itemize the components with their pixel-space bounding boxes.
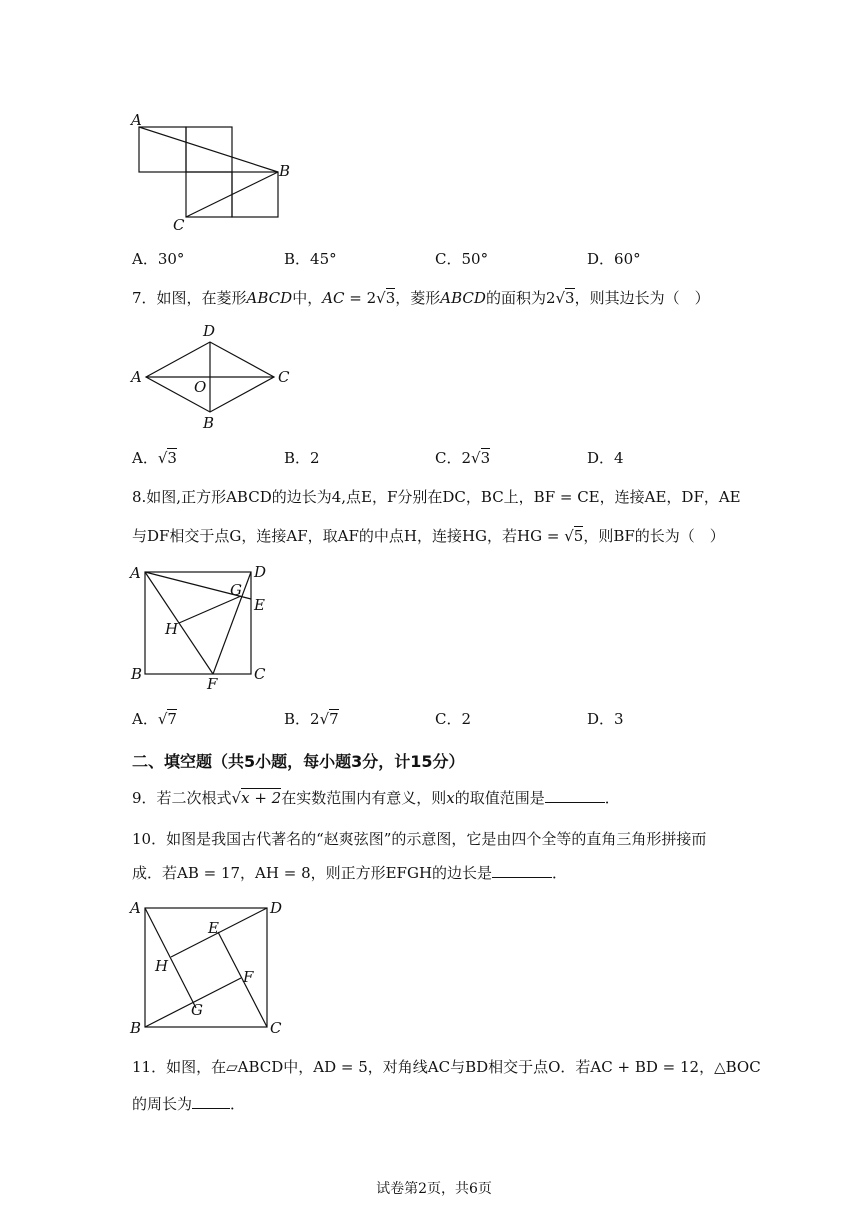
q7-option-c: C．2√3	[435, 449, 491, 467]
q8-option-b-prefix: B．2	[284, 710, 320, 728]
fig8-label-h: H	[165, 620, 179, 638]
q7-rhombus-figure	[128, 320, 298, 435]
q7-question: 7．如图，在菱形ABCD中，AC = 2√3，菱形ABCD的面积为2√3，则其边长为（ ）	[132, 289, 710, 307]
q7-abcd: ABCD	[246, 289, 293, 307]
fig10-label-f: F	[243, 968, 254, 986]
q10-question-line2	[132, 863, 567, 883]
q11-answer-blank[interactable]	[192, 1094, 230, 1109]
page-footer: 试卷第2页，共6页	[376, 1181, 492, 1197]
q6-option-b: B．45°	[284, 250, 337, 268]
fig8-label-f: F	[207, 675, 218, 693]
q8-option-c: C．2	[435, 710, 472, 728]
fig6-label-a: A	[131, 111, 142, 129]
fig10-label-b: B	[130, 1019, 142, 1037]
q8-text: 与DF相交于点G，连接AF，取AF的中点H，连接HG，若HG =	[132, 527, 565, 545]
q10-question-line1: 10．如图是我国古代著名的“赵爽弦图”的示意图，它是由四个全等的直角三角形拼接而	[132, 830, 707, 848]
q7-radicand: 3	[565, 289, 575, 307]
fig7-label-o: O	[194, 378, 207, 396]
section-heading-fill-in: 二、填空题（共5小题，每小题3分，计15分）	[132, 752, 465, 771]
q7-option-a-prefix: A．	[132, 449, 158, 467]
q9-variable: x	[446, 789, 455, 807]
fig10-label-a: A	[130, 899, 141, 917]
fig7-label-c: C	[278, 368, 290, 386]
q6-option-a: A．30°	[132, 250, 185, 268]
q8-option-d: D．3	[587, 710, 624, 728]
q7-eq: = 2	[344, 289, 377, 307]
q7-text: 7．如图，在菱形	[132, 289, 247, 307]
q7-text: ，则其边长为（ ）	[574, 289, 710, 307]
q7-ac: AC	[322, 289, 345, 307]
q8-square-figure	[128, 560, 278, 695]
fig10-label-d: D	[270, 899, 283, 917]
fig10-label-h: H	[155, 957, 169, 975]
q9-text: 9．若二次根式	[132, 789, 232, 807]
q10-zhao-shuang-figure	[128, 895, 293, 1040]
q7-text: 的面积为2	[485, 289, 556, 307]
q9-text-end: ．	[604, 789, 620, 807]
q9-radicand: x + 2	[241, 789, 282, 807]
q8-text: ，则BF的长为（ ）	[583, 527, 725, 545]
fig8-label-c: C	[254, 665, 266, 683]
q9-text: 的取值范围是	[454, 789, 545, 807]
q7-option-a: A．√3	[132, 449, 177, 467]
fig6-label-b: B	[279, 162, 291, 180]
q8-radicand: 5	[573, 527, 584, 545]
q7-option-c-prefix: C．2	[435, 449, 472, 467]
q8-option-a-prefix: A．	[132, 710, 158, 728]
q6-grid-figure	[128, 110, 298, 235]
fig8-label-b: B	[131, 665, 143, 683]
q7-text: ，菱形	[395, 289, 441, 307]
q7-abcd: ABCD	[440, 289, 486, 307]
fig8-label-a: A	[130, 564, 141, 582]
fig10-label-c: C	[270, 1019, 282, 1037]
fig8-label-e: E	[254, 596, 265, 614]
fig7-label-a: A	[131, 368, 142, 386]
q9-question: 9．若二次根式√x + 2在实数范围内有意义，则x的取值范围是 ．	[132, 789, 620, 807]
q7-text: 中，	[292, 289, 323, 307]
q7-option-b: B．2	[284, 449, 320, 467]
fig7-label-d: D	[203, 322, 216, 340]
q7-option-d: D．4	[587, 449, 624, 467]
q10-text: 成．若AB = 17，AH = 8，则正方形EFGH的边长是	[132, 864, 493, 882]
q7-option-a-radicand: 3	[167, 449, 177, 467]
fig8-label-d: D	[254, 563, 267, 581]
q6-option-c: C．50°	[435, 250, 489, 268]
q8-question-line2: 与DF相交于点G，连接AF，取AF的中点H，连接HG，若HG = √5，则BF的长为（ ）	[132, 527, 725, 545]
fig8-label-g: G	[230, 581, 242, 599]
q11-question-line1: 11．如图，在▱ABCD中，AD = 5，对角线AC与BD相交于点O．若AC + BD = 12，△BOC	[132, 1058, 761, 1076]
q9-answer-blank[interactable]	[545, 788, 605, 803]
q8-question-line1: 8.如图,正方形ABCD的边长为4,点E，F分别在DC，BC上，BF = CE，连接AE，DF，AE	[132, 488, 741, 506]
q11-text: 的周长为	[132, 1095, 193, 1113]
q8-option-b-radicand: 7	[329, 710, 339, 728]
q8-option-a-radicand: 7	[167, 710, 177, 728]
q10-answer-blank[interactable]	[492, 863, 552, 878]
q10-text-end: ．	[552, 864, 568, 882]
fig10-label-e: E	[208, 919, 219, 937]
q11-text-end: ．	[230, 1095, 246, 1113]
q11-question-line2	[132, 1094, 245, 1114]
q8-option-b: B．2√7	[284, 710, 339, 728]
fig6-label-c: C	[173, 216, 185, 234]
fig7-label-b: B	[203, 414, 215, 432]
q6-option-d: D．60°	[587, 250, 641, 268]
q9-text: 在实数范围内有意义，则	[281, 789, 447, 807]
q8-option-a: A．√7	[132, 710, 177, 728]
q7-radicand: 3	[385, 289, 396, 307]
q7-option-c-radicand: 3	[480, 449, 491, 467]
fig10-label-g: G	[191, 1001, 203, 1019]
